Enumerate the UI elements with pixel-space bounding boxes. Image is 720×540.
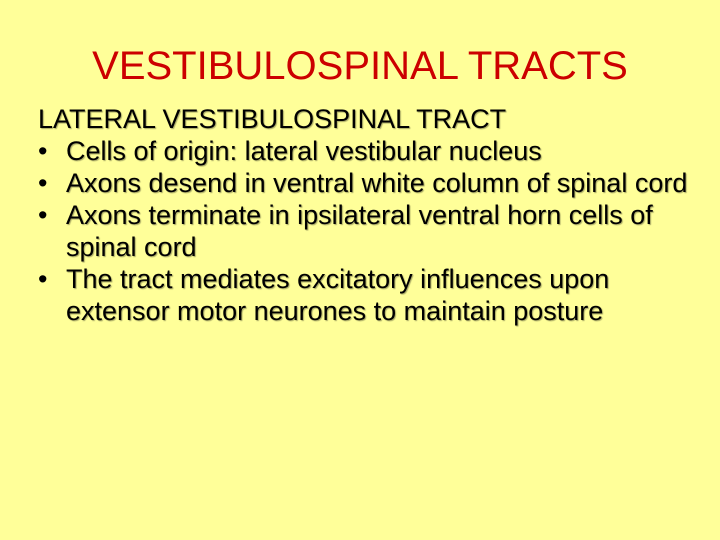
slide-content <box>38 103 688 327</box>
bullet-item <box>38 135 688 167</box>
slide-title: VESTIBULOSPINAL TRACTS <box>92 44 628 88</box>
bullet-item <box>38 199 688 263</box>
bullet-icon: • <box>38 264 48 294</box>
subheading: LATERAL VESTIBULOSPINAL TRACT <box>38 104 507 134</box>
bullet-text: Axons desend in ventral white column of spinal cord <box>66 168 688 198</box>
bullet-text: Cells of origin: lateral vestibular nucleus <box>66 136 542 166</box>
bullet-item <box>38 263 688 327</box>
bullet-icon: • <box>38 168 48 198</box>
bullet-text: The tract mediates excitatory influences upon extensor motor neurones to maintain posture <box>66 264 610 326</box>
bullet-icon: • <box>38 136 48 166</box>
bullet-text: Axons terminate in ipsilateral ventral horn cells of spinal cord <box>66 200 653 262</box>
bullet-list <box>38 135 688 327</box>
bullet-icon: • <box>38 200 48 230</box>
bullet-item <box>38 167 688 199</box>
